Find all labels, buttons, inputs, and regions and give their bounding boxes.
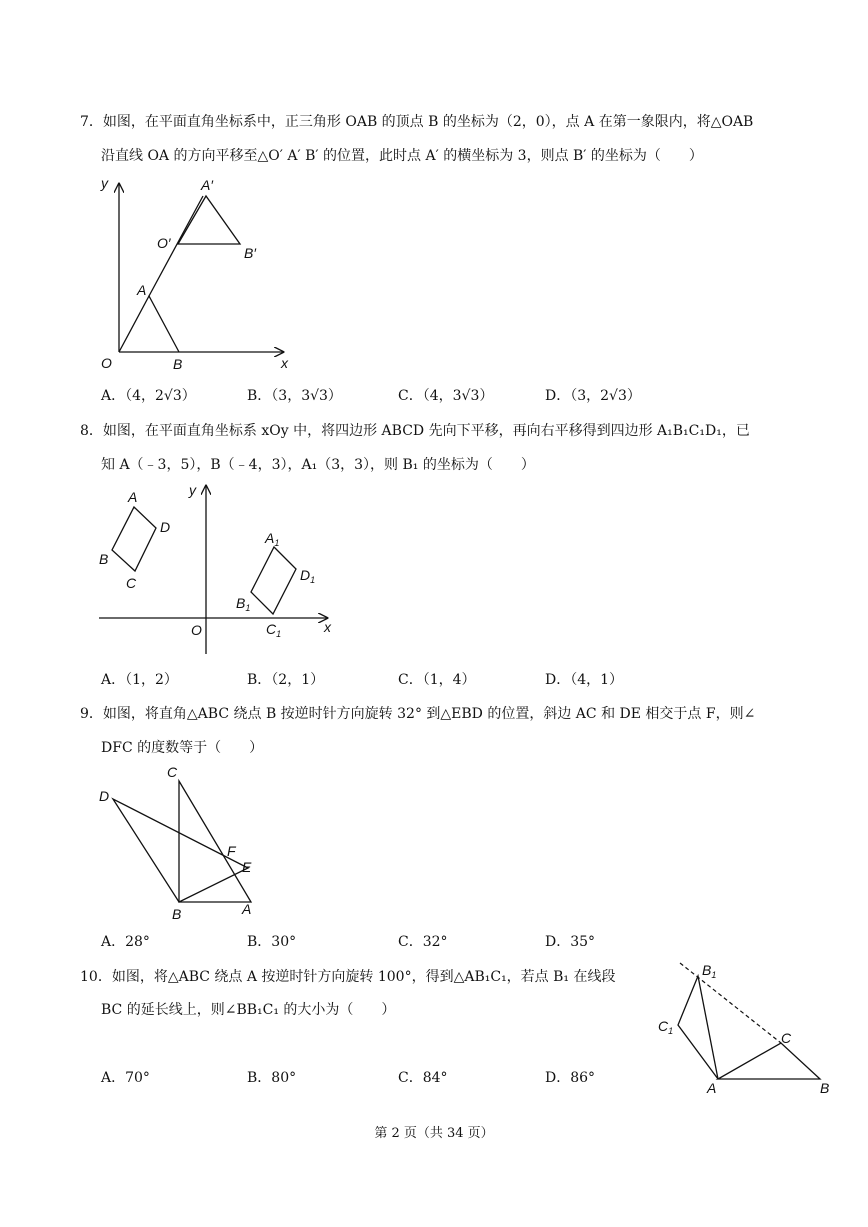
q10-triangle-abc: [718, 1043, 820, 1079]
q7-option-b[interactable]: B．（3，3√3）: [247, 388, 342, 404]
q9-label-b: B: [172, 906, 182, 922]
q8-label-b: B: [99, 551, 109, 567]
q8-label-d: D: [160, 519, 171, 535]
q7-option-d[interactable]: D．（3，2√3）: [545, 388, 641, 404]
q9-option-c[interactable]: C．32°: [398, 934, 448, 950]
q8-label-b1: $B_1$: [236, 595, 251, 613]
q8-label-o: O: [191, 622, 202, 638]
q7-label-a: A: [137, 282, 147, 298]
q10-label-c: C: [781, 1030, 792, 1046]
q7-stem-line1: 7．如图，在平面直角坐标系中，正三角形 OAB 的顶点 B 的坐标为（2，0），点 A 在第一象限内，将△OAB: [80, 114, 754, 130]
q9-label-a: A: [242, 901, 252, 917]
q10-label-c1: $C_1$: [658, 1018, 674, 1036]
q8-label-d1: $D_1$: [300, 567, 316, 585]
q8-option-b[interactable]: B．（2，1）: [247, 672, 325, 688]
q7-label-o: O: [101, 355, 112, 371]
q8-figure: [95, 480, 340, 660]
q7-label-y: y: [101, 175, 108, 191]
q9-stem-line2: DFC 的度数等于（ ）: [101, 740, 264, 756]
q9-option-a[interactable]: A．28°: [101, 934, 150, 950]
q7-triangle-translated: [178, 196, 240, 244]
q8-stem-line1: 8．如图，在平面直角坐标系 xOy 中，将四边形 ABCD 先向下平移，再向右平移得到四边形 A₁B₁C₁D₁，已: [80, 423, 750, 439]
q10-option-a[interactable]: A．70°: [101, 1070, 150, 1086]
q9-stem-line1: 9．如图，将直角△ABC 绕点 B 按逆时针方向旋转 32° 到△EBD 的位置，斜边 AC 和 DE 相交于点 F，则∠: [80, 706, 756, 722]
q9-label-e: E: [242, 859, 252, 875]
q10-option-c[interactable]: C．84°: [398, 1070, 448, 1086]
q8-label-a: A: [128, 489, 138, 505]
q10-label-b: B: [820, 1080, 830, 1096]
q8-quad-abcd: [112, 507, 156, 571]
q9-label-f: F: [227, 843, 236, 859]
q9-figure: [95, 762, 270, 922]
q8-label-c1: $C_1$: [266, 621, 282, 639]
q10-stem-line1: 10．如图，将△ABC 绕点 A 按逆时针方向旋转 100°，得到△AB₁C₁，若点 B₁ 在线段: [80, 969, 616, 985]
q8-label-a1: $A_1$: [265, 530, 280, 548]
q10-option-b[interactable]: B．80°: [247, 1070, 297, 1086]
q8-quad-a1b1c1d1: [251, 547, 296, 614]
q10-stem-line2: BC 的延长线上，则∠BB₁C₁ 的大小为（ ）: [101, 1002, 396, 1018]
q7-label-b: B: [173, 356, 183, 372]
q8-label-c: C: [126, 575, 137, 591]
q7-option-a[interactable]: A．（4，2√3）: [101, 388, 196, 404]
q9-label-c: C: [167, 764, 178, 780]
q8-label-x: x: [324, 619, 331, 635]
page-footer: 第 2 页（共 34 页）: [374, 1126, 494, 1141]
q10-label-a: A: [707, 1080, 717, 1096]
q7-label-x: x: [281, 355, 288, 371]
q9-label-d: D: [99, 788, 110, 804]
q9-option-d[interactable]: D．35°: [545, 934, 596, 950]
q10-dashed-extension: [680, 963, 781, 1043]
q9-option-b[interactable]: B．30°: [247, 934, 297, 950]
q8-option-d[interactable]: D．（4，1）: [545, 672, 624, 688]
q8-option-c[interactable]: C．（1，4）: [398, 672, 476, 688]
q7-option-c[interactable]: C．（4，3√3）: [398, 388, 494, 404]
q7-figure: [95, 172, 305, 377]
q8-option-a[interactable]: A．（1，2）: [101, 672, 178, 688]
q10-label-b1: $B_1$: [702, 962, 717, 980]
q8-stem-line2: 知 A（﹣3，5），B（﹣4，3），A₁（3，3），则 B₁ 的坐标为（ ）: [101, 457, 535, 473]
q7-label-a1: A′: [201, 177, 213, 193]
q7-label-o1: O′: [157, 235, 171, 251]
q10-option-d[interactable]: D．86°: [545, 1070, 596, 1086]
q7-stem-line2: 沿直线 OA 的方向平移至△O′ A′ B′ 的位置，此时点 A′ 的横坐标为 3，则点 B′ 的坐标为（ ）: [101, 148, 703, 164]
q10-triangle-ab1c1: [678, 976, 718, 1079]
q8-label-y: y: [189, 482, 196, 498]
q7-label-b1: B′: [244, 245, 256, 261]
q7-triangle-oab: [119, 296, 179, 352]
q10-figure: [650, 955, 840, 1100]
